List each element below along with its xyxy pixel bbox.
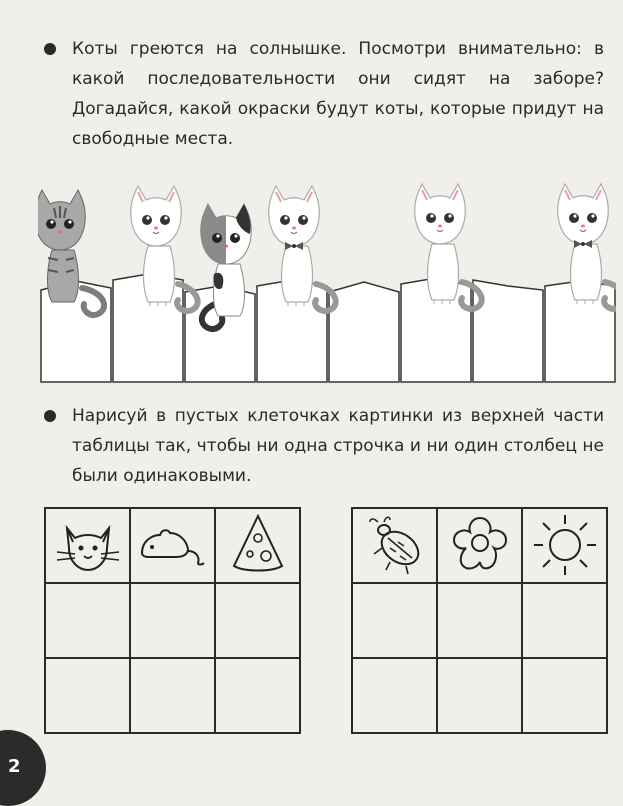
grid-cell (215, 583, 300, 658)
page-number-badge (0, 730, 46, 806)
fence-illustration (38, 182, 616, 387)
grid-cell (352, 508, 437, 583)
grid-cell (45, 508, 130, 583)
grid-cell (45, 583, 130, 658)
page-number: 2 (8, 756, 21, 777)
grid-header-row (45, 508, 300, 583)
bullet-icon (44, 410, 56, 422)
grid-cell (130, 658, 215, 733)
grid-cell (522, 658, 607, 733)
grid-empty-row (45, 658, 300, 733)
task-2-text: Нарисуй в пустых клеточках картинки из верхней части таблицы так, чтобы ни одна строчка и ни один столбец не были одинаковыми. (72, 406, 604, 486)
grid-empty-row (45, 583, 300, 658)
grid-cell (130, 508, 215, 583)
grid-cell (437, 583, 522, 658)
bullet-icon (44, 43, 56, 55)
grid-left (44, 507, 301, 734)
sun-icon (530, 511, 600, 577)
grid-empty-row (352, 583, 607, 658)
task-1 (44, 34, 604, 154)
grid-cell (437, 508, 522, 583)
grid-cell (215, 658, 300, 733)
flower-icon (448, 512, 512, 576)
grid-cell (45, 658, 130, 733)
cheese-icon (228, 512, 288, 576)
task-1-text: Коты греются на солнышке. Посмотри внимательно: в какой последовательности они сидят на заборе? Догадайся, какой окраски будут коты, которые придут на свободные места. (72, 39, 604, 149)
fence-board-5 (329, 282, 399, 382)
grid-cell (522, 583, 607, 658)
cat-face-icon (53, 514, 123, 574)
grid-header-row (352, 508, 607, 583)
grid-cell (352, 658, 437, 733)
grid-cell (352, 583, 437, 658)
grid-cell (437, 658, 522, 733)
grid-right (351, 507, 608, 734)
grid-cell (130, 583, 215, 658)
grid-cell (215, 508, 300, 583)
grid-empty-row (352, 658, 607, 733)
task-2 (44, 401, 604, 491)
grid-cell (522, 508, 607, 583)
mouse-icon (136, 519, 210, 569)
beetle-icon (360, 512, 430, 576)
